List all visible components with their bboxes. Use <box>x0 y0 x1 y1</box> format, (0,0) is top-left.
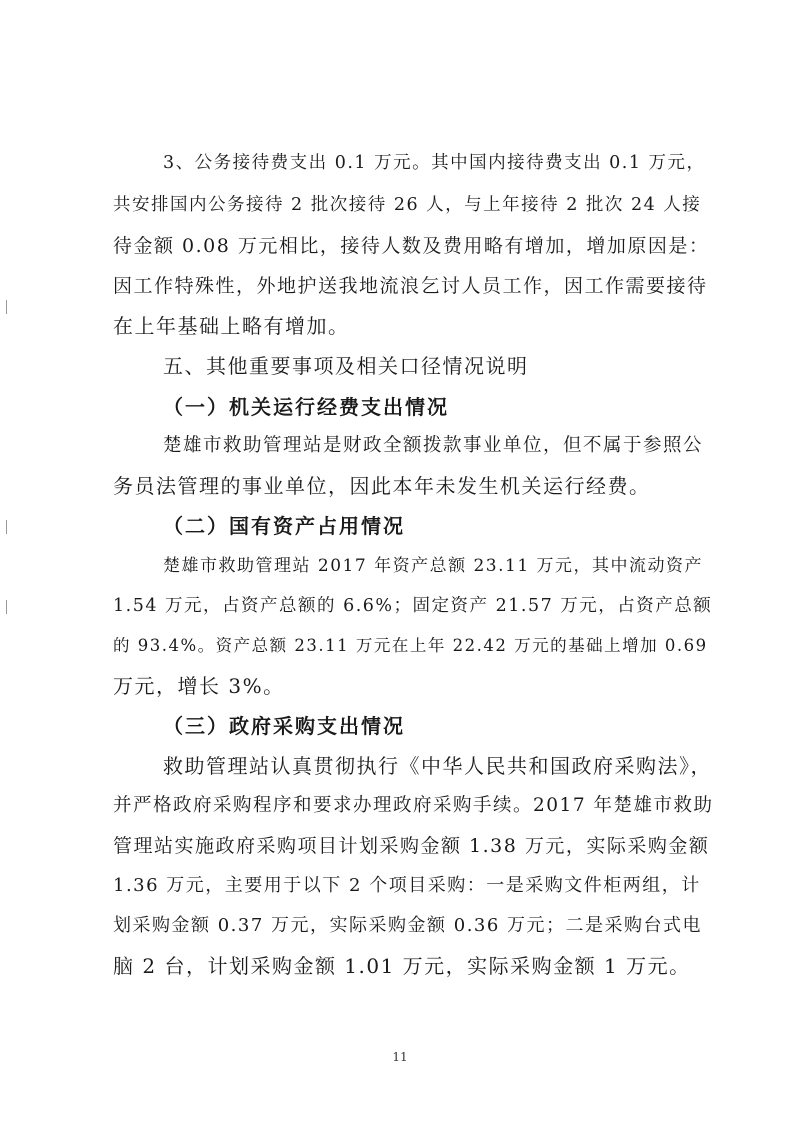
scan-margin-mark <box>6 600 7 614</box>
paragraph-line: 并严格政府采购程序和要求办理政府采购手续。2017 年楚雄市救助 <box>113 795 714 816</box>
page-number: 11 <box>392 1050 408 1064</box>
subsection-heading: （二）国有资产占用情况 <box>163 514 405 538</box>
paragraph-line: 3、公务接待费支出 0.1 万元。其中国内接待费支出 0.1 万元， <box>163 153 706 173</box>
paragraph-line: 管理站实施政府采购项目计划采购金额 1.38 万元，实际采购金额 <box>113 835 710 857</box>
paragraph-line: 脑 2 台，计划采购金额 1.01 万元，实际采购金额 1 万元。 <box>113 954 691 978</box>
paragraph-line: 在上年基础上略有增加。 <box>113 314 350 338</box>
paragraph-line: 务员法管理的事业单位，因此本年未发生机关运行经费。 <box>113 474 651 498</box>
paragraph-line: 救助管理站认真贯彻执行《中华人民共和国政府采购法》， <box>163 754 712 778</box>
paragraph-line: 共安排国内公务接待 2 批次接待 26 人，与上年接待 2 批次 24 人接 <box>113 195 702 215</box>
paragraph-line: 万元，增长 3%。 <box>113 674 285 698</box>
paragraph-line: 1.54 万元，占资产总额的 6.6%；固定资产 21.57 万元，占资产总额 <box>113 596 713 616</box>
paragraph-line: 的 93.4%。资产总额 23.11 万元在上年 22.42 万元的基础上增加 0.69 <box>113 636 708 655</box>
paragraph-line: 划采购金额 0.37 万元，实际采购金额 0.36 万元；二是采购台式电 <box>113 915 703 936</box>
paragraph-line: 因工作特殊性，外地护送我地流浪乞讨人员工作，因工作需要接待 <box>113 275 708 297</box>
subsection-heading: （一）机关运行经费支出情况 <box>163 395 449 419</box>
scan-margin-mark <box>6 520 7 534</box>
paragraph-line: 楚雄市救助管理站 2017 年资产总额 23.11 万元，其中流动资产 <box>163 556 704 576</box>
scan-margin-mark <box>6 300 7 314</box>
subsection-heading: （三）政府采购支出情况 <box>163 714 405 738</box>
paragraph-line: 楚雄市救助管理站是财政全额拨款事业单位，但不属于参照公 <box>163 435 704 456</box>
paragraph-line: 1.36 万元，主要用于以下 2 个项目采购：一是采购文件柜两组，计 <box>113 875 701 896</box>
paragraph-line: 待金额 0.08 万元相比，接待人数及费用略有增加，增加原因是： <box>113 235 710 257</box>
section-heading: 五、其他重要事项及相关口径情况说明 <box>163 354 529 378</box>
